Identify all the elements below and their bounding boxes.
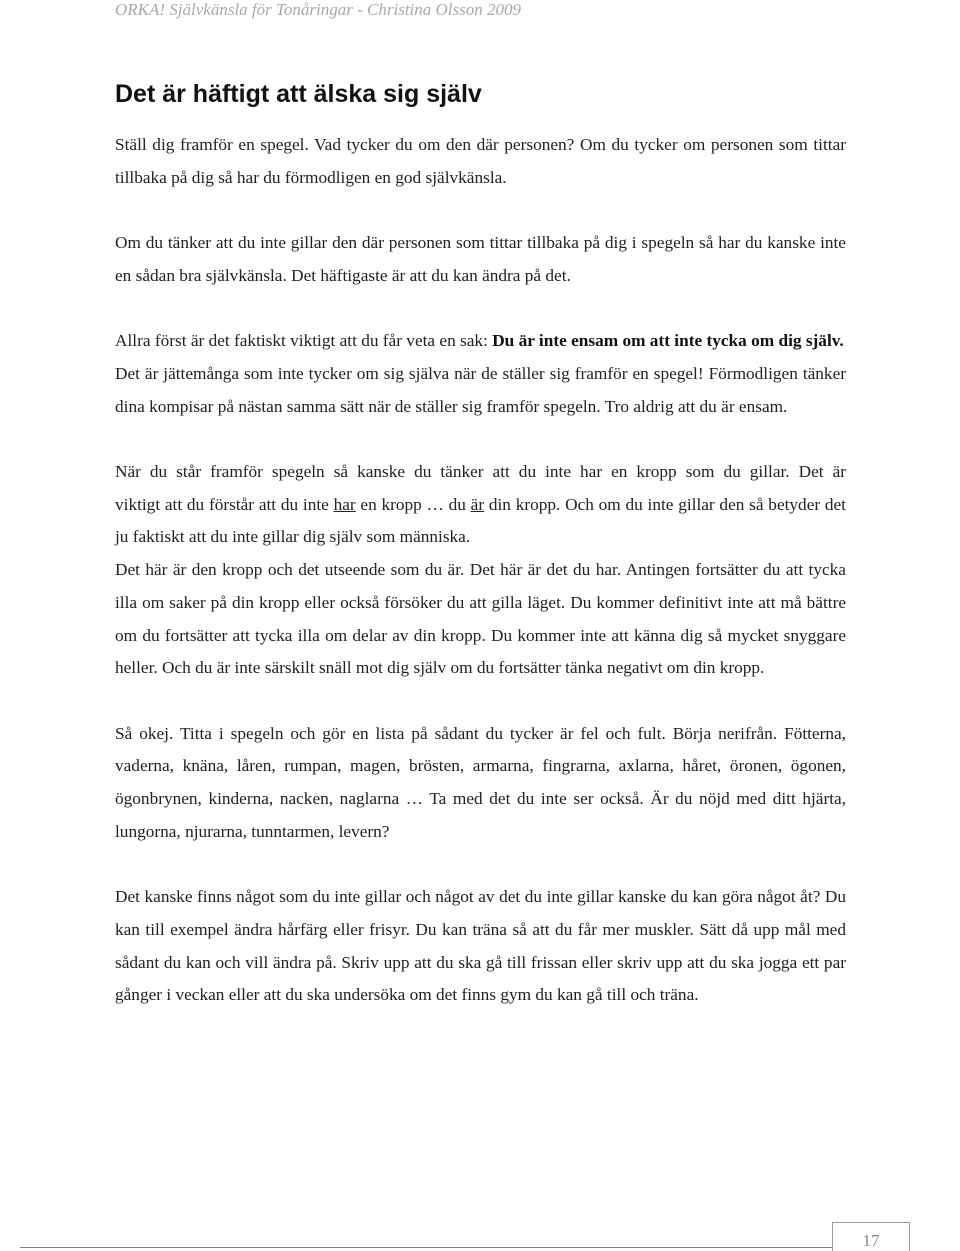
text-line: Fötterna, vaderna, knäna, låren, rumpan, magen, brösten, armarna, fingrarna, axlarna, håret,	[115, 723, 846, 776]
text-line: Allra först är det faktiskt viktigt att du får veta en sak:	[115, 331, 493, 351]
text-segment: viktigt att du förstår att du inte	[115, 494, 334, 514]
text-line: Så okej. Titta i spegeln och gör en lista på sådant du tycker är fel och fult. Börja nerifrån.	[115, 723, 778, 743]
text-segment: din kropp. Och om du inte gillar den så	[484, 494, 764, 514]
emphasis-text: dig själv.	[778, 331, 844, 351]
page-number: 17	[862, 1231, 880, 1250]
paragraph-gap	[115, 848, 846, 881]
text-line: upp att du ska jogga ett par gånger i veckan eller att du ska undersöka om det finns gym du kan	[115, 952, 846, 1005]
text-line: Om du tänker att du inte gillar den där personen som tittar tillbaka på dig i spegeln så har du	[115, 233, 763, 253]
underlined-word: är	[470, 494, 485, 514]
page-title: Det är häftigt att älska sig själv	[115, 80, 482, 108]
paragraph-change	[115, 881, 846, 1012]
text-line: Det kanske finns något som du inte gillar och något av det du inte gillar kanske du kan göra	[115, 887, 753, 907]
paragraph-not-alone	[115, 325, 846, 358]
body-text	[115, 129, 846, 1012]
text-line: tänker dina kompisar på nästan samma sätt när de ställer sig framför spegeln. Tro aldrig att du är	[115, 363, 846, 416]
paragraph-intro	[115, 129, 846, 194]
text-line	[115, 495, 764, 514]
emphasis-text: Du är inte ensam om att inte tycka om	[492, 331, 775, 351]
footer-divider	[20, 1247, 832, 1248]
text-line: gå till och träna.	[586, 985, 699, 1005]
text-line: Det är jättemånga som inte tycker om sig själva när de ställer sig framför en spegel! Förmodligen	[115, 363, 798, 383]
text-line: dig så mycket snyggare heller. Och du är inte särskilt snäll mot dig själv om du fortsätter tänka	[115, 625, 847, 678]
text-line: ensam.	[738, 396, 788, 416]
text-line: nöjd med ditt hjärta, lungorna, njurarna, tunntarmen, levern?	[115, 789, 846, 841]
text-line: negativt om din kropp.	[606, 658, 765, 678]
text-line: inte att må bättre om du fortsätter att tycka illa om delar av din kropp. Du kommer inte att känna	[115, 592, 846, 645]
paragraph-gap	[115, 423, 846, 456]
text-line: betyder det ju faktiskt att du inte gillar dig själv som människa.	[115, 494, 846, 547]
text-line: När du står framför spegeln så kanske du tänker att du inte har en kropp som du gillar. Det är	[115, 461, 846, 481]
paragraph-accept	[115, 554, 846, 685]
text-line: öronen, ögonen, ögonbrynen, kinderna, nacken, naglarna … Ta med det du inte ser också. Är du	[115, 756, 846, 808]
text-line: att tycka illa om saker på din kropp eller också försöker du att gilla läget. Du kommer definitivt	[115, 560, 846, 612]
paragraph-spegel	[115, 227, 846, 292]
text-line: tittar tillbaka på dig så har du förmodligen en god självkänsla.	[115, 135, 846, 187]
paragraph-gap	[115, 685, 846, 718]
underlined-word: har	[333, 494, 356, 514]
paragraph-many-people	[115, 358, 846, 423]
text-line: kanske inte en sådan bra självkänsla. Det häftigaste är att du kan ändra på det.	[115, 233, 846, 285]
paragraph-body	[115, 456, 846, 554]
text-line: något åt? Du kan till exempel ändra hårfärg eller frisyr. Du kan träna så att du får mer muskler.	[115, 887, 846, 939]
text-line: Sätt då upp mål med sådant du kan och vill ändra på. Skriv upp att du ska gå till frissan eller skriv	[115, 919, 846, 972]
text-segment: en kropp … du	[355, 494, 471, 514]
paragraph-gap	[115, 293, 846, 326]
paragraph-list	[115, 718, 846, 849]
running-header: ORKA! Självkänsla för Tonåringar - Christina Olsson 2009	[115, 0, 521, 19]
paragraph-gap	[115, 194, 846, 227]
text-line: Det här är den kropp och det utseende som du är. Det här är det du har. Antingen fortsätter du	[115, 560, 781, 580]
text-line: Ställ dig framför en spegel. Vad tycker du om den där personen? Om du tycker om personen som	[115, 135, 808, 154]
page-number-box	[832, 1222, 910, 1251]
